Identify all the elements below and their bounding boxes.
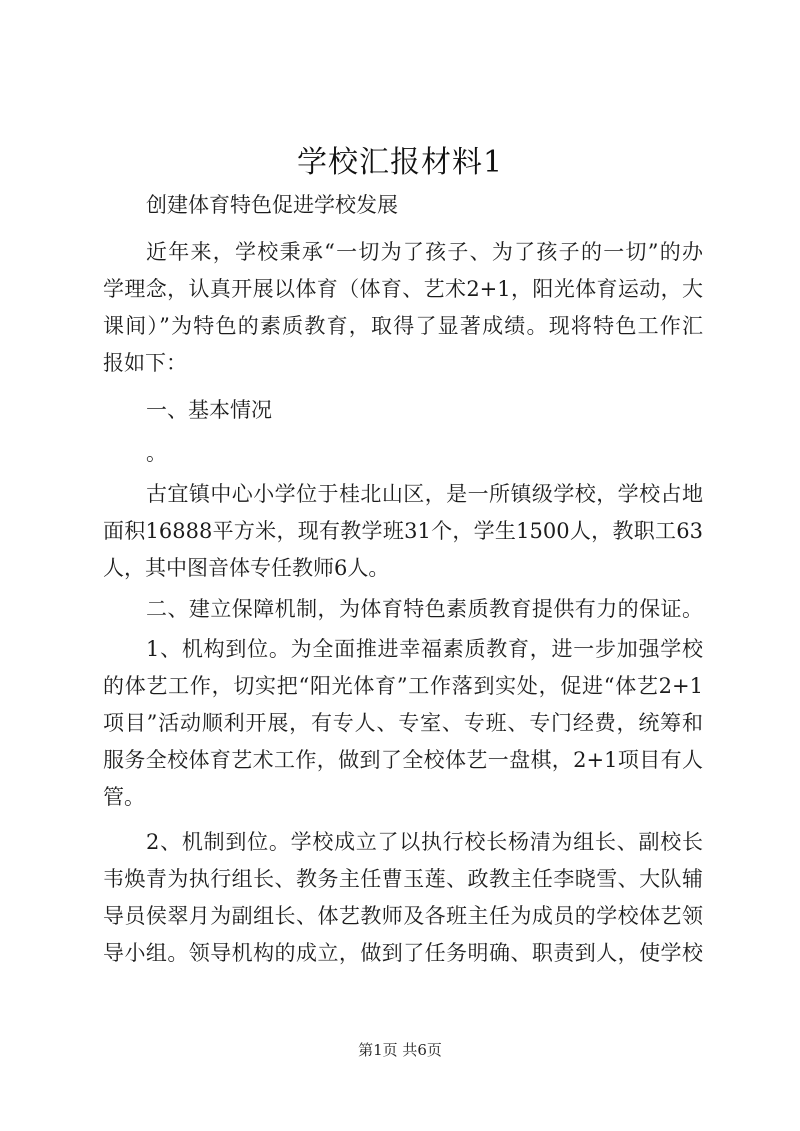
page-footer: 第1页 共6页: [358, 1041, 442, 1059]
document-subtitle: 创建体育特色促进学校发展: [146, 193, 398, 217]
paragraph-line: 服务全校体育艺术工作，做到了全校体艺一盘棋，2+1项目有人: [103, 748, 703, 772]
document-title: 学校汇报材料1: [296, 145, 504, 180]
paragraph-line: 古宜镇中心小学位于桂北山区，是一所镇级学校，学校占地: [146, 482, 703, 506]
paragraph-line: 导员侯翠月为副组长、体艺教师及各班主任为成员的学校体艺领: [103, 904, 703, 928]
section-heading: 一、基本情况: [146, 398, 272, 422]
paragraph-line: 近年来，学校秉承“一切为了孩子、为了孩子的一切”的办: [146, 240, 703, 264]
paragraph-line: 项目”活动顺利开展，有专人、专室、专班、专门经费，统筹和: [103, 711, 703, 735]
paragraph-line: 的体艺工作，切实把“阳光体育”工作落到实处，促进“体艺2+1: [103, 674, 703, 698]
section-heading: 二、建立保障机制，为体育特色素质教育提供有力的保证。: [146, 597, 703, 621]
paragraph-line: 课间）”为特色的素质教育，取得了显著成绩。现将特色工作汇: [103, 314, 703, 338]
paragraph-line: 人，其中图音体专任教师6人。: [103, 556, 390, 580]
paragraph-line: 1、机构到位。为全面推进幸福素质教育，进一步加强学校: [146, 637, 703, 661]
paragraph-line: 。: [146, 441, 167, 465]
paragraph-line: 管。: [103, 785, 145, 809]
paragraph-line: 报如下：: [103, 351, 187, 375]
paragraph-line: 2、机制到位。学校成立了以执行校长杨清为组长、副校长: [146, 830, 703, 854]
paragraph-line: 韦焕青为执行组长、教务主任曹玉莲、政教主任李晓雪、大队辅: [103, 867, 703, 891]
paragraph-line: 导小组。领导机构的成立，做到了任务明确、职责到人，使学校: [103, 941, 703, 965]
paragraph-line: 学理念，认真开展以体育（体育、艺术2+1，阳光体育运动，大: [103, 277, 703, 301]
paragraph-line: 面积16888平方米，现有教学班31个，学生1500人，教职工63: [103, 519, 703, 543]
